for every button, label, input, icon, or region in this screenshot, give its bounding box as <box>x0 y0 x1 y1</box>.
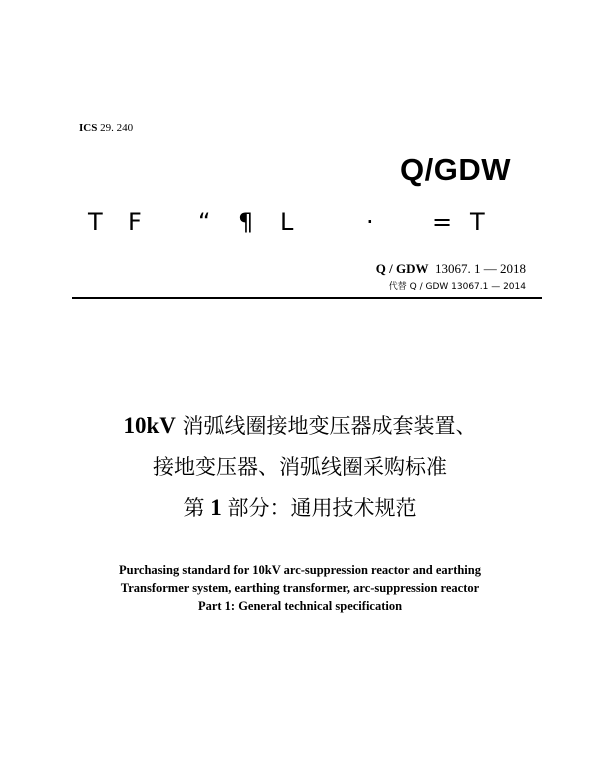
title-en-line-2: Transformer system, earthing transformer, arc-suppression reactor <box>120 581 480 595</box>
ics-prefix: ICS <box>79 122 98 134</box>
garbled-char: T <box>470 208 485 236</box>
garbled-char: L <box>280 208 294 236</box>
garbled-char: · <box>366 208 374 236</box>
ics-code: 29. 240 <box>100 122 134 134</box>
garbled-char: ¶ <box>238 208 254 236</box>
standard-logo: Q/GDW <box>400 152 511 187</box>
title-zh-part-number: 1 <box>204 495 228 520</box>
ics-classification <box>79 122 133 134</box>
garbled-header-line <box>0 208 600 244</box>
garbled-char: “ <box>198 208 211 236</box>
garbled-char: T <box>88 208 103 236</box>
title-zh-line-2: 接地变压器、消弧线圈采购标准 <box>153 455 447 479</box>
standard-code: Q / GDW <box>375 261 429 276</box>
title-en-line-3: Part 1: General technical specification <box>197 599 403 613</box>
title-zh-line-1 <box>0 410 600 440</box>
title-zh-line-3-pre: 第 <box>183 496 205 520</box>
replaces-note: 代替 Q / GDW 13067.1 — 2014 <box>388 282 526 292</box>
title-zh-line-3-post: 部分：通用技术规范 <box>227 496 417 520</box>
title-zh-line-1-text: 消弧线圈接地变压器成套装置、 <box>175 414 477 438</box>
title-zh-line-3 <box>0 492 600 522</box>
garbled-char: F <box>128 208 142 236</box>
header-rule <box>72 297 542 299</box>
standard-number <box>376 261 526 277</box>
title-zh-voltage: 10kV <box>123 413 176 438</box>
title-en-line-1: Purchasing standard for 10kV arc-suppression reactor and earthing <box>119 563 481 577</box>
garbled-char: = <box>432 208 453 236</box>
standard-number-value: 13067. 1 — 2018 <box>435 261 526 276</box>
